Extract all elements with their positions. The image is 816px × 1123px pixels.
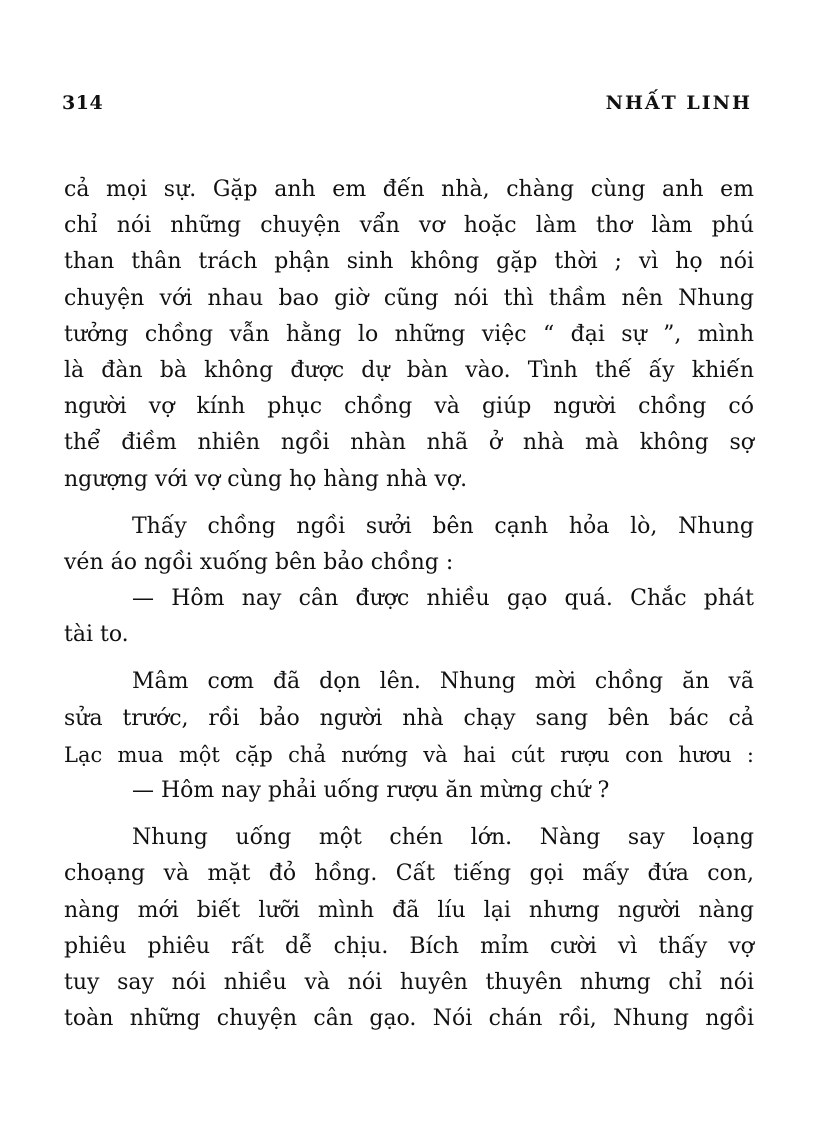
text-line: Lạc mua một cặp chả nướng và hai cút rượu con hươu : (64, 742, 754, 767)
text-line: tài to. (64, 622, 129, 648)
text-line: choạng và mặt đỏ hồng. Cất tiếng gọi mấy đứa con, (64, 861, 754, 887)
text-line: Mâm cơm đã dọn lên. Nhung mời chồng ăn vã (132, 669, 754, 695)
text-line: phiêu phiêu rất dễ chịu. Bích mỉm cười vì thấy vợ (64, 933, 754, 959)
paragraph-gap (64, 809, 754, 820)
text-line: tưởng chồng vẫn hằng lo những việc “ đại sự ”, mình (64, 321, 754, 347)
text-line: toàn những chuyện cân gạo. Nói chán rồi, Nhung ngồi (64, 1006, 754, 1032)
paragraph-1 (64, 172, 754, 498)
text-line: vén áo ngồi xuống bên bảo chồng : (64, 549, 454, 575)
paragraph-gap (64, 498, 754, 509)
text-line: Nhung uống một chén lớn. Nàng say loạng (132, 825, 754, 851)
text-line: sửa trước, rồi bảo người nhà chạy sang bên bác cả (64, 705, 754, 731)
text-line: than thân trách phận sinh không gặp thời ; vì họ nói (64, 249, 754, 275)
page-header (62, 92, 752, 122)
text-line: cả mọi sự. Gặp anh em đến nhà, chàng cùng anh em (64, 177, 754, 202)
running-head: NHẤT LINH (605, 92, 752, 114)
dialogue-line: — Hôm nay phải uống rượu ăn mừng chứ ? (132, 778, 610, 803)
paragraph-3 (64, 664, 754, 809)
text-line: chuyện với nhau bao giờ cũng nói thì thầm nên Nhung (64, 285, 754, 311)
paragraph-gap (64, 653, 754, 664)
page-number: 314 (62, 92, 104, 114)
text-line: người vợ kính phục chồng và giúp người chồng có (64, 394, 754, 420)
text-line: Thấy chồng ngồi sưởi bên cạnh hỏa lò, Nhung (132, 513, 754, 539)
text-line: nàng mới biết lưỡi mình đã líu lại nhưng người nàng (64, 897, 754, 923)
text-line: chỉ nói những chuyện vẩn vơ hoặc làm thơ làm phú (64, 213, 754, 239)
text-line: thể điềm nhiên ngồi nhàn nhã ở nhà mà không sợ (64, 430, 754, 456)
dialogue-line: — Hôm nay cân được nhiều gạo quá. Chắc phát (132, 586, 754, 612)
text-line: ngượng với vợ cùng họ hàng nhà vợ. (64, 466, 468, 492)
text-line: là đàn bà không được dự bàn vào. Tình thế ấy khiến (64, 357, 754, 383)
body-text (64, 172, 754, 1037)
paragraph-4 (64, 820, 754, 1037)
text-line: tuy say nói nhiều và nói huyên thuyên nhưng chỉ nói (64, 969, 754, 995)
paragraph-2 (64, 509, 754, 654)
